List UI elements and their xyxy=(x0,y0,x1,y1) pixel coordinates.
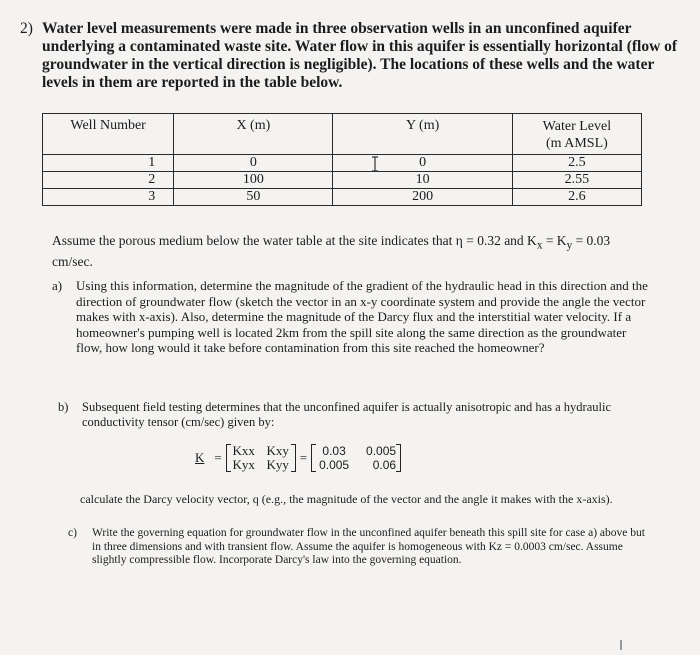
cell-y: 200 xyxy=(333,189,512,206)
cell-well: 3 xyxy=(43,189,174,206)
part-b xyxy=(58,400,618,429)
header-y: Y (m) xyxy=(333,114,512,155)
conductivity-tensor: K = Kxx Kxy Kyx Kyy = 0.03 0.005 0.005 0.06 xyxy=(195,444,401,472)
header-well-number: Well Number xyxy=(43,114,174,155)
part-b-label: b) xyxy=(58,400,69,414)
part-a-text: Using this information, determine the magnitude of the gradient of the hydraulic head in this direction and the direction of groundwater flow (sketch the vector in an x-y coordinate system and provide the angle the vector makes with x-axis). Also, determine the magnitude of the Darcy flux and the interstitial water velocity. If a homeowner's pumping well is located 2km from the spill site along the same direction as the groundwater flow, how long would it take before contamination from this site reached the homeowner? xyxy=(76,278,648,356)
numeric-matrix: 0.03 0.005 0.005 0.06 xyxy=(311,444,401,472)
cell-x: 0 xyxy=(174,155,333,172)
part-a xyxy=(52,278,652,356)
wells-table xyxy=(42,113,642,206)
tensor-symbol: K xyxy=(195,450,205,465)
table-row xyxy=(43,155,642,172)
cell-y: 10 xyxy=(333,172,512,189)
cell-level: 2.6 xyxy=(512,189,641,206)
cell-level: 2.55 xyxy=(512,172,641,189)
cell-level: 2.5 xyxy=(512,155,641,172)
part-c-text: Write the governing equation for groundwater flow in the unconfined aquifer beneath this spill site for case a) above but in three dimensions and with transient flow. Assume the aquifer is homogeneous with Kz = 0.0003 cm/sec. Assume slightly compressible flow. Incorporate Darcy's law into the governing equation. xyxy=(92,527,645,566)
question-number: 2) xyxy=(20,20,33,37)
cell-y: 0 xyxy=(333,155,512,172)
table-row xyxy=(43,172,642,189)
question-intro: Water level measurements were made in three observation wells in an unconfined aquifer underlying a contaminated waste site. Water flow in this aquifer is essentially horizontal (flow of groundwater in the vertical direction is negligible). The locations of these wells and the water levels in them are reported in the table below. xyxy=(42,20,678,91)
part-a-label: a) xyxy=(52,278,63,293)
page-mark xyxy=(620,640,622,650)
table-header-row xyxy=(43,114,642,155)
table-row xyxy=(43,189,642,206)
part-b-followup: calculate the Darcy velocity vector, q (e.g., the magnitude of the vector and the angle it makes with the x-axis). xyxy=(80,492,613,506)
part-c-label: c) xyxy=(68,527,77,539)
text-cursor-icon xyxy=(370,156,380,172)
cell-well: 1 xyxy=(43,155,174,172)
part-c xyxy=(68,527,648,568)
header-water-level: Water Level (m AMSL) xyxy=(512,114,641,155)
assumption-text: Assume the porous medium below the water table at the site indicates that η = 0.32 and $K_x = K_y = 0.03$ cm/sec. xyxy=(52,233,611,269)
symbolic-matrix: Kxx Kxy Kyx Kyy xyxy=(226,444,296,472)
header-x: X (m) xyxy=(174,114,333,155)
part-b-text: Subsequent field testing determines that the unconfined aquifer is actually anisotropic and has a hydraulic conductivity tensor (cm/sec) given by: xyxy=(82,400,612,429)
cell-x: 100 xyxy=(174,172,333,189)
cell-well: 2 xyxy=(43,172,174,189)
cell-x: 50 xyxy=(174,189,333,206)
